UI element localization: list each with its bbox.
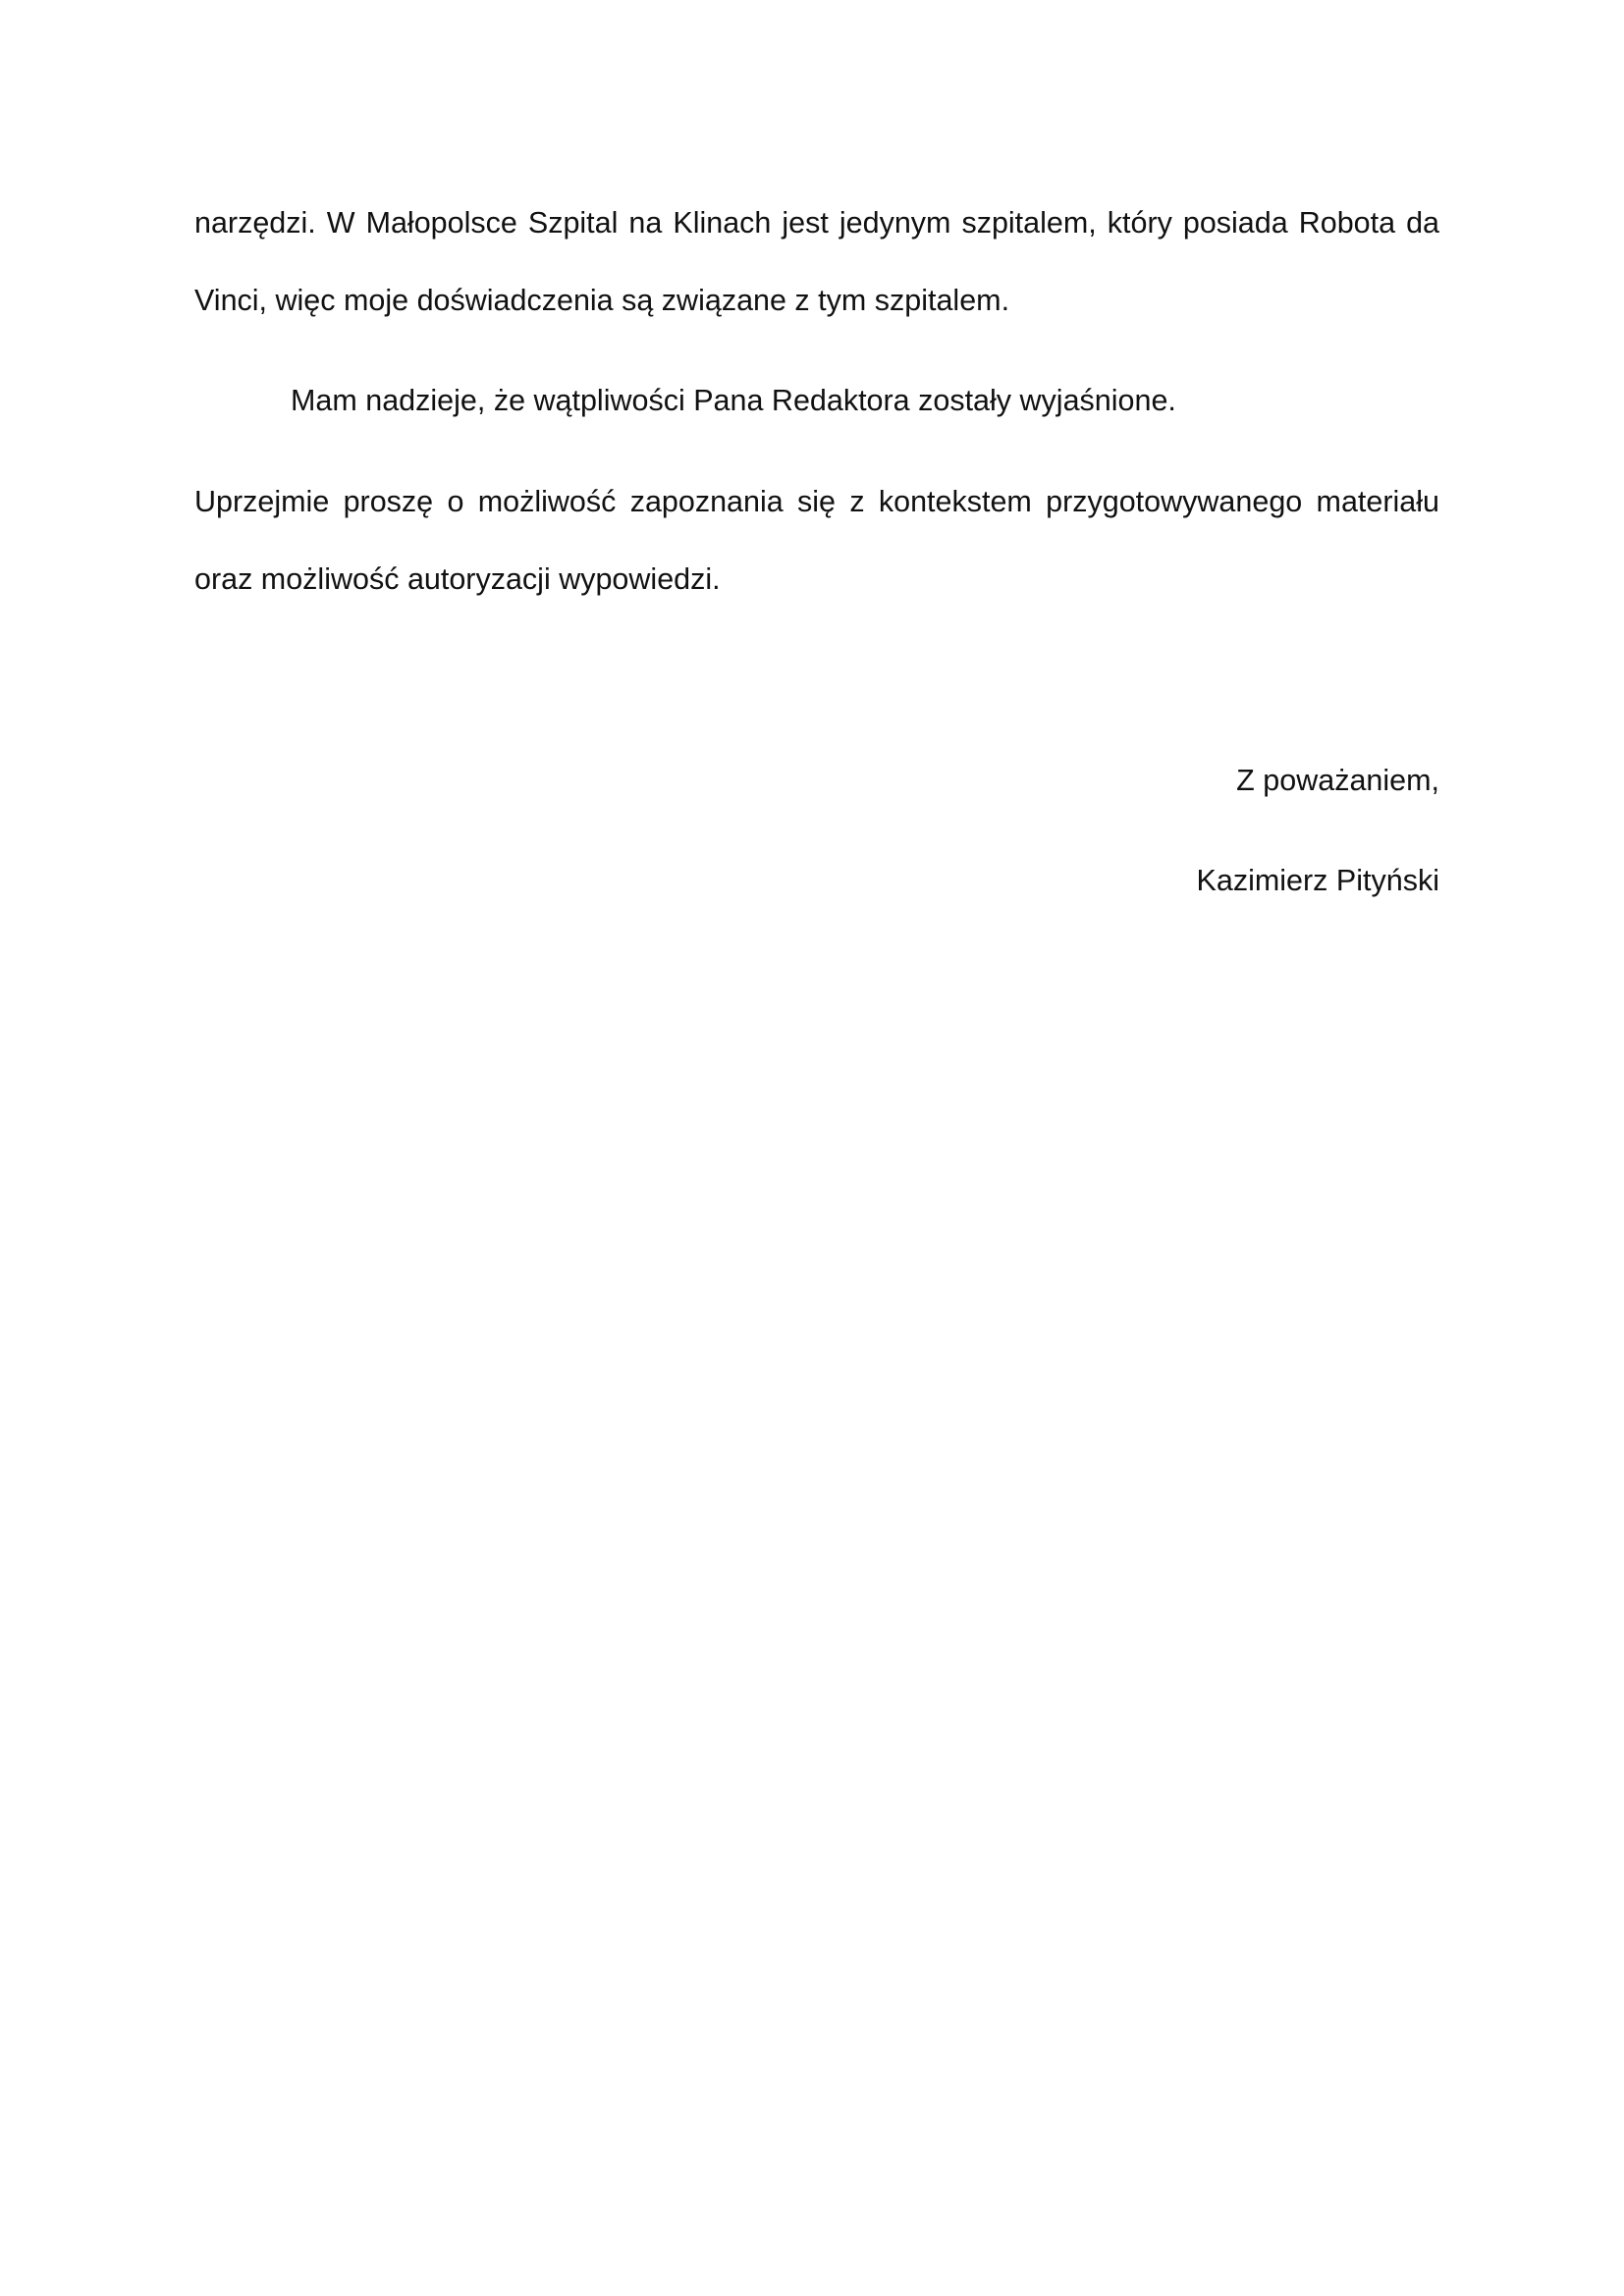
closing-salutation: Z poważaniem, (1236, 764, 1439, 797)
paragraph-request: Uprzejmie proszę o możliwość zapoznania się z kontekstem przygotowywanego materiału oraz możliwość autoryzacji wypowiedzi. (194, 485, 1439, 596)
signature-name: Kazimierz Pityński (1196, 864, 1439, 897)
paragraph-hospital: narzędzi. W Małopolsce Szpital na Klinach jest jedynym szpitalem, który posiada Robota da Vinci, więc moje doświadczenia są związane z tym szpitalem. (194, 206, 1439, 317)
paragraph-hope: Mam nadzieje, że wątpliwości Pana Redaktora zostały wyjaśnione. (291, 384, 1176, 417)
